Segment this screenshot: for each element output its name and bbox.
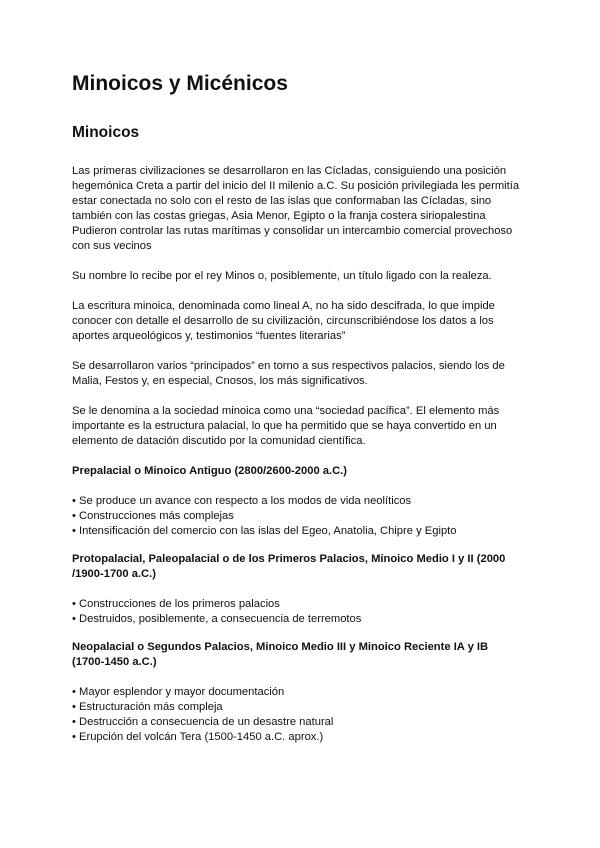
- section-heading: Minoicos: [72, 124, 140, 141]
- document-title: Minoicos y Micénicos: [72, 72, 288, 95]
- period-bullet-list: [72, 597, 532, 627]
- bullet-item: • Construcciones de los primeros palacios: [72, 598, 280, 610]
- period-title: Prepalacial o Minoico Antiguo (2800/2600-2000 a.C.): [72, 465, 348, 477]
- period-bullet-list: [72, 685, 532, 745]
- period-title: Neopalacial o Segundos Palacios, Minoico Medio III y Minoico Reciente IA y IB (1700-1450 a.C.): [72, 641, 489, 668]
- paragraph-name-origin: Su nombre lo recibe por el rey Minos o, posiblemente, un título ligado con la realeza.: [72, 270, 492, 282]
- paragraph-intro: Las primeras civilizaciones se desarrollaron en las Cícladas, consiguiendo una posición hegemónica Creta a partir del inicio del II milenio a.C. Su posición privilegiada les permitía estar conectada no solo con el resto de las islas que conformaban las Cícladas, sino también con las costas griegas, Asia Menor, Egipto o la franja costera siriopalestina Pudieron controlar las rutas marítimas y consolidar un intercambio comercial provechoso con sus vecinos: [72, 165, 520, 252]
- paragraph-society: Se le denomina a la sociedad minoica como una “sociedad pacífica”. El elemento más importante es la estructura palacial, lo que ha permitido que se haya convertido en un elemento de datación discutido por la comunidad científica.: [72, 405, 500, 447]
- document-body: [72, 164, 532, 758]
- bullet-item: • Estructuración más compleja: [72, 701, 223, 713]
- bullet-item: • Erupción del volcán Tera (1500-1450 a.C. aprox.): [72, 731, 324, 743]
- bullet-item: • Destrucción a consecuencia de un desastre natural: [72, 716, 334, 728]
- paragraph-principalities: Se desarrollaron varios “principados” en torno a sus respectivos palacios, siendo los de Malia, Festos y, en especial, Cnosos, los más significativos.: [72, 360, 505, 387]
- period-section-prepalacial: [72, 464, 532, 539]
- period-section-protopalacial: [72, 552, 532, 627]
- period-title: Protopalacial, Paleopalacial o de los Primeros Palacios, Minoico Medio I y II (2000 /1900-1700 a.C.): [72, 553, 506, 580]
- bullet-item: • Construcciones más complejas: [72, 510, 234, 522]
- period-bullet-list: [72, 494, 532, 539]
- bullet-item: • Intensificación del comercio con las islas del Egeo, Anatolia, Chipre y Egipto: [72, 525, 457, 537]
- period-section-neopalacial: [72, 640, 532, 745]
- bullet-item: • Mayor esplendor y mayor documentación: [72, 686, 285, 698]
- bullet-item: • Se produce un avance con respecto a los modos de vida neolíticos: [72, 495, 412, 507]
- paragraph-writing: La escritura minoica, denominada como lineal A, no ha sido descifrada, lo que impide conocer con detalle el desarrollo de su civilización, circunscribiéndose los datos a los aportes arqueológicos y, testimonios “fuentes literarias”: [72, 300, 495, 342]
- bullet-item: • Destruidos, posiblemente, a consecuencia de terremotos: [72, 613, 362, 625]
